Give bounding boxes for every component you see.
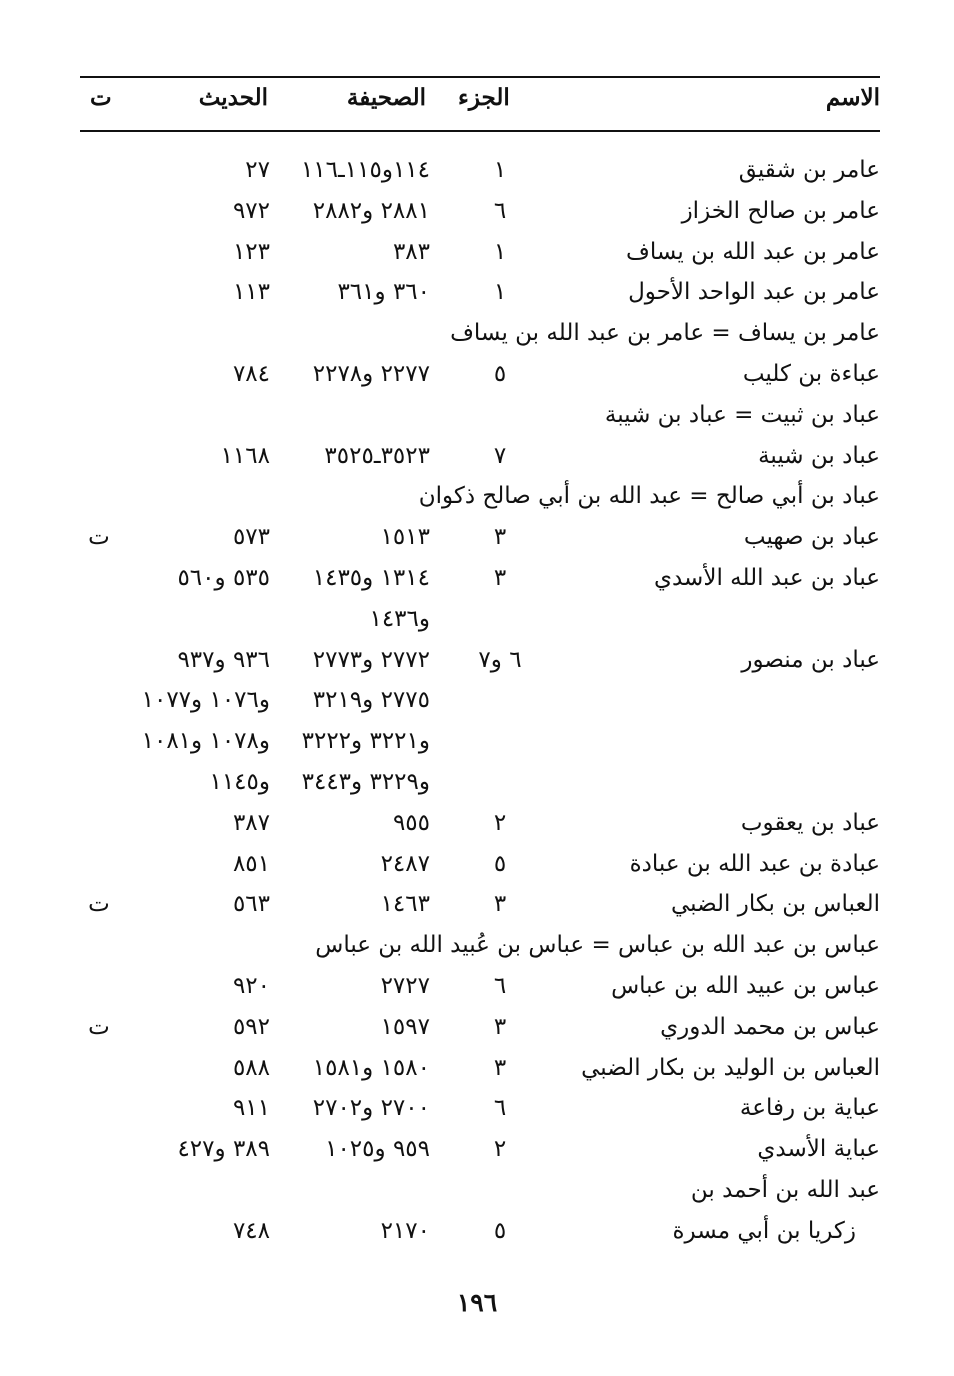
- volume-cell: ٣: [493, 1013, 507, 1040]
- name-cell: عامر بن عبد الواحد الأحول: [628, 279, 880, 306]
- hadith-cell: ٣٨٩ و٤٢٧: [177, 1136, 270, 1163]
- page-cell: و١٤٣٦: [369, 605, 430, 632]
- table-row: [0, 356, 954, 397]
- page-cell: ١٥٩٧: [380, 1013, 430, 1040]
- volume-cell: ١: [493, 157, 507, 183]
- page-cell: ٢١٧٠: [380, 1217, 430, 1244]
- volume-cell: ٥: [493, 1217, 507, 1244]
- cross-reference: عباد بن ثبيت = عباد بن شيبة: [604, 401, 880, 428]
- page-cell: ١٥٨٠ و١٥٨١: [312, 1054, 430, 1081]
- page-cell: ٣٥٢٣ـ٣٥٢٥: [324, 442, 430, 469]
- table-row: [0, 723, 954, 764]
- name-cell: عامر بن شقيق: [738, 157, 880, 183]
- hadith-cell: ٢٧: [245, 157, 270, 183]
- table-row: [0, 1131, 954, 1172]
- hadith-cell: ١٢٣: [232, 238, 270, 265]
- table-row: [0, 234, 954, 275]
- index-table: [0, 152, 954, 1254]
- table-row: [0, 642, 954, 683]
- hadith-cell: ٩١١: [232, 1095, 270, 1122]
- table-row: [0, 519, 954, 560]
- volume-cell: ٣: [493, 564, 507, 591]
- name-cell: العباس بن الوليد بن بكار الضبي: [581, 1054, 880, 1081]
- page-cell: و٣٢٢١ و٣٢٢٢: [301, 728, 430, 755]
- cross-reference-row: [0, 397, 954, 438]
- hadith-cell: ٩٢٠: [232, 972, 270, 999]
- name-cell: العباس بن بكار الضبي: [670, 891, 880, 918]
- volume-cell: ٧: [493, 442, 507, 469]
- page-cell: و٣٢٢٩ و٣٤٤٣: [301, 768, 430, 795]
- top-rule: [80, 76, 880, 78]
- volume-cell: ٦ و٧: [478, 646, 522, 673]
- page-cell: ٢٧٧٢ و٢٧٧٣: [312, 646, 430, 673]
- header-page: الصحيفة: [346, 84, 426, 111]
- name-cell: عامر بن عبد الله بن يساف: [626, 238, 880, 265]
- name-cell: عبادة بن عبد الله بن عبادة: [629, 850, 880, 877]
- table-row: [0, 886, 954, 927]
- header-t: ت: [90, 84, 112, 111]
- page-cell: ١٣١٤ و١٤٣٥: [312, 564, 430, 591]
- page-cell: ٢٧٠٠ و٢٧٠٢: [312, 1095, 430, 1122]
- page-cell: ١١٤و١١٥ـ١١٦: [300, 157, 430, 183]
- hadith-cell: ٣٨٧: [232, 809, 270, 836]
- page-cell: ١٤٦٣: [380, 891, 430, 918]
- header-name: الاسم: [825, 84, 880, 111]
- hadith-cell: ٩٧٢: [232, 197, 270, 224]
- table-row: [0, 805, 954, 846]
- table-row: [0, 438, 954, 479]
- table-row: [0, 682, 954, 723]
- table-row: [0, 193, 954, 234]
- volume-cell: ٣: [493, 524, 507, 551]
- hadith-cell: ١١٣: [232, 279, 270, 306]
- volume-cell: ٥: [493, 360, 507, 387]
- table-row: [0, 1009, 954, 1050]
- hadith-cell: ١١٦٨: [220, 442, 270, 469]
- volume-cell: ٢: [493, 1136, 507, 1163]
- cross-reference: عامر بن يساف = عامر بن عبد الله بن يساف: [450, 320, 880, 347]
- page-cell: ٢٢٧٧ و٢٢٧٨: [312, 360, 430, 387]
- name-cell: عباس بن محمد الدوري: [660, 1013, 880, 1040]
- hadith-cell: ٨٥١: [232, 850, 270, 877]
- page-cell: ٩٥٥: [392, 809, 430, 836]
- hadith-cell: ٥٦٣: [232, 891, 270, 918]
- hadith-cell: ٥٧٣: [232, 524, 270, 551]
- hadith-cell: و١٠٧٨ و١٠٨١: [141, 728, 270, 755]
- cross-reference-row: [0, 478, 954, 519]
- volume-cell: ٦: [493, 972, 507, 999]
- page-cell: ١٥١٣: [380, 524, 430, 551]
- cross-reference: عباد بن أبي صالح = عبد الله بن أبي صالح ذكوان: [418, 483, 880, 510]
- t-cell: ت: [88, 1013, 110, 1040]
- hadith-cell: ٧٤٨: [232, 1217, 270, 1244]
- header-volume: الجزء: [458, 84, 510, 111]
- page-cell: ٣٦٠ و٣٦١: [337, 279, 430, 306]
- page-cell: ٢٨٨١ و٢٨٨٢: [312, 197, 430, 224]
- page-cell: ٢٧٢٧: [380, 972, 430, 999]
- volume-cell: ٥: [493, 850, 507, 877]
- page-cell: ٢٤٨٧: [380, 850, 430, 877]
- table-row: [0, 1090, 954, 1131]
- hadith-cell: ٧٨٤: [232, 360, 270, 387]
- volume-cell: ٢: [493, 809, 507, 836]
- table-row: [0, 601, 954, 642]
- name-cell: عباد بن منصور: [741, 646, 880, 673]
- name-cell: عباية الأسدي: [757, 1136, 880, 1163]
- header-rule: [80, 130, 880, 132]
- page-cell: ٣٨٣: [392, 238, 430, 265]
- table-row: [0, 1050, 954, 1091]
- t-cell: ت: [88, 891, 110, 918]
- name-cell: عباد بن شيبة: [758, 442, 880, 469]
- volume-cell: ١: [493, 238, 507, 265]
- hadith-cell: ٩٣٦ و٩٣٧: [177, 646, 270, 673]
- name-cell: عباد بن يعقوب: [740, 809, 880, 836]
- header-hadith: الحديث: [198, 84, 268, 111]
- table-row: [0, 1172, 954, 1213]
- name-cell: عبد الله بن أحمد بن: [690, 1176, 880, 1203]
- volume-cell: ٣: [493, 1054, 507, 1081]
- name-cell: عباس بن عبيد الله بن عباس: [611, 972, 880, 999]
- hadith-cell: و١١٤٥: [209, 768, 270, 795]
- cross-reference-row: [0, 927, 954, 968]
- hadith-cell: ٥٨٨: [232, 1054, 270, 1081]
- table-row: [0, 968, 954, 1009]
- t-cell: ت: [88, 524, 110, 551]
- page-cell: ٩٥٩ و١٠٢٥: [325, 1136, 430, 1163]
- cross-reference-row: [0, 315, 954, 356]
- cross-reference: عباس بن عبد الله بن عباس = عباس بن عُبيد الله بن عباس: [315, 932, 880, 959]
- name-cell: عباد بن عبد الله الأسدي: [653, 564, 880, 591]
- table-row: [0, 846, 954, 887]
- table-row: [0, 1213, 954, 1254]
- hadith-cell: ٥٩٢: [232, 1013, 270, 1040]
- table-row: [0, 274, 954, 315]
- name-cell: عباية بن رفاعة: [739, 1095, 880, 1122]
- table-row: [0, 152, 954, 193]
- name-cell: عباءة بن كليب: [742, 360, 880, 387]
- table-row: [0, 764, 954, 805]
- name-cell: عامر بن صالح الخزاز: [681, 197, 880, 224]
- name-cell: عباد بن صهيب: [743, 524, 880, 551]
- table-row: [0, 560, 954, 601]
- volume-cell: ٣: [493, 891, 507, 918]
- name-cell: زكريا بن أبي مسرة: [672, 1217, 856, 1244]
- hadith-cell: ٥٣٥ و٥٦٠: [177, 564, 270, 591]
- volume-cell: ٦: [493, 197, 507, 224]
- volume-cell: ١: [493, 279, 507, 306]
- page-number: ١٩٦: [456, 1288, 498, 1317]
- hadith-cell: و١٠٧٦ و١٠٧٧: [141, 687, 270, 714]
- page-cell: ٢٧٧٥ و٣٢١٩: [312, 687, 430, 714]
- volume-cell: ٦: [493, 1095, 507, 1122]
